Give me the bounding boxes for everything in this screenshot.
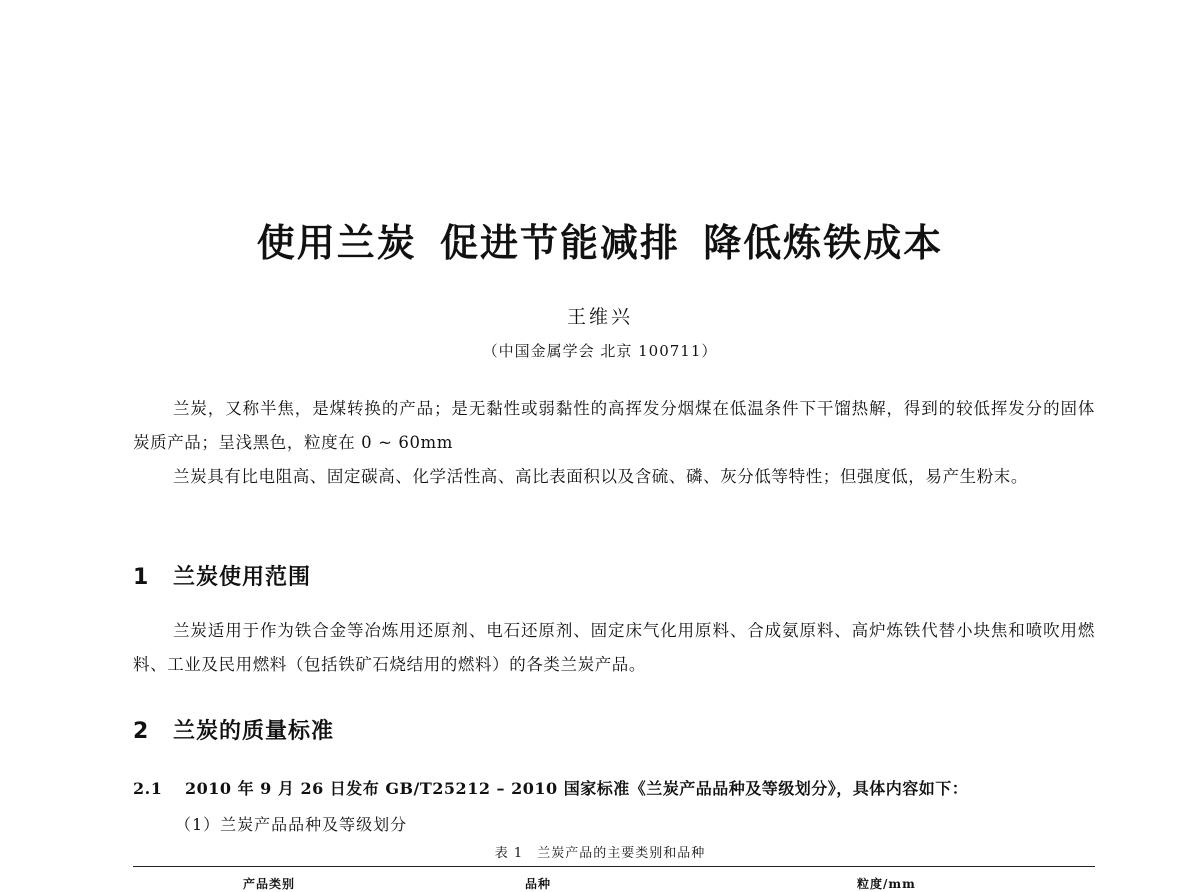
author-affiliation: （中国金属学会 北京 100711） [482, 342, 718, 360]
section-title: 兰炭使用范围 [173, 565, 312, 590]
intro-paragraph-2: 兰炭具有比电阻高、固定碳高、化学活性高、高比表面积以及含硫、磷、灰分低等特性；但强度低，易产生粉末。 [173, 467, 1028, 486]
list-item: （1）兰炭产品品种及等级划分 [175, 815, 408, 834]
section-1-paragraph: 兰炭适用于作为铁合金等冶炼用还原剂、电石还原剂、固定床气化用原料、合成氨原料、高炉炼铁代替小块焦和喷吹用燃料、工业及民用燃料（包括铁矿石烧结用的燃料）的各类兰炭产品。 [133, 621, 1095, 674]
author-name: 王维兴 [566, 306, 633, 328]
intro-paragraph-1: 兰炭，又称半焦，是煤转换的产品；是无黏性或弱黏性的高挥发分烟煤在低温条件下干馏热解，得到的较低挥发分的固体炭质产品；呈浅黑色，粒度在 0 ~ 60mm [133, 399, 1095, 452]
section-number: 2 [133, 719, 150, 744]
table-top-rule [133, 866, 1095, 867]
subsection-heading [133, 776, 968, 799]
article-title: 使用兰炭 促进节能减排 降低炼铁成本 [256, 221, 944, 265]
subsection-text: 2010 年 9 月 26 日发布 GB/T25212 – 2010 国家标准《兰炭产品品种及等级划分》，具体内容如下： [185, 779, 969, 798]
table-caption: 表 1 兰炭产品的主要类别和品种 [494, 846, 706, 861]
table-header-size: 粒度/mm [857, 877, 916, 891]
section-heading-2 [133, 714, 334, 745]
section-title: 兰炭的质量标准 [173, 719, 335, 744]
subsection-number: 2.1 [133, 779, 163, 798]
table-header-category: 产品类别 [243, 877, 296, 891]
section-number: 1 [133, 565, 150, 590]
table-header-variety: 品种 [525, 877, 552, 891]
section-heading-1 [133, 560, 311, 591]
